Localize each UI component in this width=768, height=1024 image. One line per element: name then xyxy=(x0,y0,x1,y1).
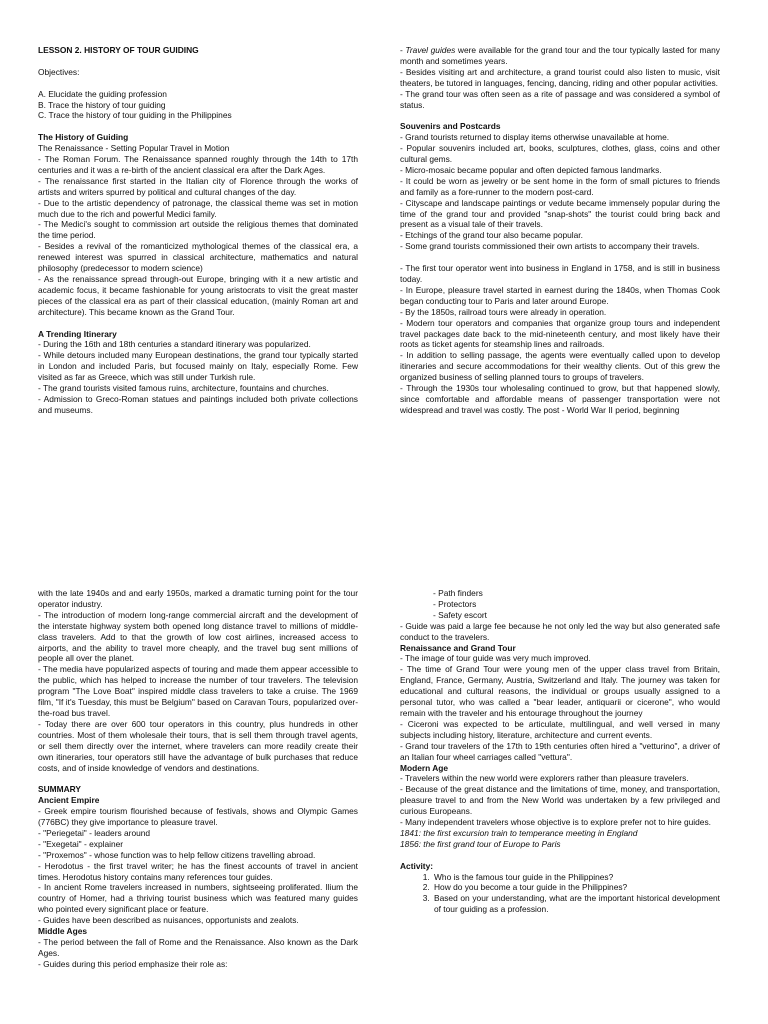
activity-heading: Activity: xyxy=(400,860,434,871)
paragraph: - While detours included many European destinations, the grand tour typically started in London and included Paris, but focused mainly on Italy, especially Rome. Few visited as far as Greece, which was still under Turkish rule. xyxy=(38,350,358,383)
paragraph: - Today there are over 600 tour operators in this country, plus hundreds in other countries. Most of them wholesale their tours, that is sell them through travel agents, or sell them directly over the internet, where travelers can more readily create their own itineraries, tour operators still have the advantage of bulk purchases that reduce costs, and of inside knowledge of vendors and destinations. xyxy=(38,718,358,773)
section-heading-history: The History of Guiding xyxy=(38,132,129,143)
page1-right-column xyxy=(400,45,720,416)
objective-item: A. Elucidate the guiding profession xyxy=(38,88,167,99)
paragraph: - Through the 1930s tour wholesaling continued to grow, but that happened slowly, since comfortable and affordable means of passenger transportation were not widespread and travel was costly. The post - World War II period, beginning xyxy=(400,383,720,415)
paragraph: - The Medici's sought to commission art outside the religious themes that dominated the time period. xyxy=(38,219,358,241)
paragraph: - Micro-mosaic became popular and often depicted famous landmarks. xyxy=(400,164,662,175)
role-item: - Safety escort xyxy=(433,609,487,620)
paragraph: - Popular souvenirs included art, books, sculptures, clothes, glass, coins and other cultural gems. xyxy=(400,143,720,165)
activity-list xyxy=(400,872,720,916)
paragraph: - The image of tour guide was very much improved. xyxy=(400,653,591,664)
travel-guides-text: were available for the grand tour and the tour typically lasted for many month and sometimes years. xyxy=(400,45,720,66)
paragraph: - The time of Grand Tour were young men of the upper class travel from Britain, England, France, Germany, Austria, Switzerland and Italy. The journey was taken for educational and cultural reasons, the individual or groups usually assigned to a personal tutor, who was called a "bear leader, antiquarii or cicerone", who would remain with the traveler and his entourage throughout the journey xyxy=(400,664,720,718)
section-subheading: The Renaissance - Setting Popular Travel in Motion xyxy=(38,143,230,154)
role-item: - Path finders xyxy=(433,588,483,598)
paragraph: - The grand tourists visited famous ruins, architecture, fountains and churches. xyxy=(38,383,329,394)
activity-item: 2. How do you become a tour guide in the Philippines? xyxy=(432,882,720,893)
paragraph: - Many independent travelers whose objective is to explore prefer not to hire guides. xyxy=(400,817,711,828)
section-heading-summary: SUMMARY xyxy=(38,784,81,795)
paragraph: - Besides a revival of the romanticized mythological themes of the classical era, a renewed interest was spurred in classical architecture, mathematics and natural philosophy (predecessor to modern science) xyxy=(38,241,358,274)
paragraph: - In Europe, pleasure travel started in earnest during the 1840s, when Thomas Cook began conducting tour to Paris and later around Europe. xyxy=(400,284,720,306)
paragraph: - The Roman Forum. The Renaissance spanned roughly through the 14th to 17th centuries and it was a re-birth of the ancient classical era after the Dark Ages. xyxy=(38,154,358,175)
paragraph: - Etchings of the grand tour also became popular. xyxy=(400,230,583,241)
activity-item: 3. Based on your understanding, what are the important historical development of tour guiding as a profession. xyxy=(432,893,720,915)
paragraph: - Guide was paid a large fee because he not only led the way but also generated safe conduct to the travelers. xyxy=(400,620,720,642)
page2-left-column xyxy=(38,588,358,970)
section-heading-ancient: Ancient Empire xyxy=(38,795,100,806)
timeline-item: 1856: the first grand tour of Europe to Paris xyxy=(400,838,561,849)
activity-item: 1. Who is the famous tour guide in the Philippines? xyxy=(432,872,720,883)
page1-left-column xyxy=(38,45,358,416)
paragraph: with the late 1940s and and early 1950s, marked a dramatic turning point for the tour operator industry. xyxy=(38,588,358,609)
objective-item: C. Trace the history of tour guiding in the Philippines xyxy=(38,110,232,121)
section-heading-renaissance: Renaissance and Grand Tour xyxy=(400,642,516,653)
section-heading-modern-age: Modern Age xyxy=(400,762,449,773)
paragraph: - By the 1850s, railroad tours were already in operation. xyxy=(400,306,607,317)
paragraph: - Cityscape and landscape paintings or vedute became immensely popular during the time of the grand tour and provided "snap-shots" the tourist could bring back and present as a visual tale of their travels. xyxy=(400,197,720,230)
page2-right-column xyxy=(400,588,720,915)
role-item: - Protectors xyxy=(433,598,477,609)
paragraph: - The media have popularized aspects of touring and made them appear accessible to the public, which has helped to increase the number of tour travelers. The television program "The Love Boat" inspired middle class travelers to take a cruise. The 1969 film, "If it's Tuesday, this must be Belgium" based on Caravan Tours, popularized over-the-road bus travel. xyxy=(38,664,358,718)
paragraph: - Guides during this period emphasize their role as: xyxy=(38,958,228,969)
paragraph: - The first tour operator went into business in England in 1758, and is still in business today. xyxy=(400,263,720,284)
paragraph: - Some grand tourists commissioned their own artists to accompany their travels. xyxy=(400,241,700,252)
paragraph: - During the 16th and 18th centuries a standard itinerary was popularized. xyxy=(38,339,311,350)
paragraph: - Because of the great distance and the limitations of time, money, and transportation, pleasure travel to and from the New World was undertaken by a few privileged and curious Europeans. xyxy=(400,784,720,817)
paragraph: - The grand tour was often seen as a rite of passage and was considered a symbol of status. xyxy=(400,88,720,110)
paragraph: - The introduction of modern long-range commercial aircraft and the development of the interstate highway system both opened long distance travel to millions of middle-class travelers. Add to that the growth of low cost airlines, increased access to airports, and the ability to travel more cheaply, and the travel bug sent millions of people all over the planet. xyxy=(38,609,358,664)
paragraph: - Besides visiting art and architecture, a grand tourist could also listen to music, visit theaters, be tutored in languages, fencing, dancing, riding and other popular activities. xyxy=(400,66,720,88)
paragraph: - Admission to Greco-Roman statues and paintings included both private collections and museums. xyxy=(38,393,358,415)
paragraph: - Herodotus - the first travel writer; he has the finest accounts of travel in ancient times. Herodotus history contains many references tour guides. xyxy=(38,860,358,882)
paragraph: - "Proxemos" - whose function was to help fellow citizens travelling abroad. xyxy=(38,849,316,860)
paragraph: - In addition to selling passage, the agents were eventually called upon to develop itineraries and secure accommodations for their wealthy clients. Out of this grew the organized business of selling planned tours to groups of travelers. xyxy=(400,350,720,383)
paragraph: - Ciceroni was expected to be articulate, multilingual, and well versed in many subjects including history, literature, architecture and current events. xyxy=(400,718,720,740)
travel-guides-term: Travel guides xyxy=(405,45,456,55)
paragraph: - Due to the artistic dependency of patronage, the classical theme was set in motion much due to the rich and powerful Medici family. xyxy=(38,197,358,219)
objective-item: B. Trace the history of tour guiding xyxy=(38,99,166,110)
section-heading-itinerary: A Trending Itinerary xyxy=(38,328,117,339)
section-heading-souvenirs: Souvenirs and Postcards xyxy=(400,121,501,132)
paragraph: - The period between the fall of Rome and the Renaissance. Also known as the Dark Ages. xyxy=(38,936,358,958)
paragraph: - Grand tour travelers of the 17th to 19th centuries often hired a "vetturino", a driver of an Italian four wheel carriages called "vettura". xyxy=(400,740,720,762)
timeline-item: 1841: the first excursion train to temperance meeting in England xyxy=(400,827,638,838)
paragraph: - The renaissance first started in the Italian city of Florence through the works of artists and writers spurred by political and cultural changes of the day. xyxy=(38,175,358,197)
paragraph: - Grand tourists returned to display items otherwise unavailable at home. xyxy=(400,132,670,143)
paragraph: - Greek empire tourism flourished because of festivals, shows and Olympic Games (776BC) they give importance to pleasure travel. xyxy=(38,806,358,828)
paragraph: - Modern tour operators and companies that organize group tours and independent travel packages date back to the mid-nineteenth century, and most likely have their roots as ticket agents for steamship lines and railroads. xyxy=(400,317,720,350)
paragraph: - In ancient Rome travelers increased in numbers, sightseeing proliferated. Ilium the country of Homer, had a thriving tourist business which was featured many guides who pointed every significant place or feature. xyxy=(38,882,358,915)
paragraph: - Travelers within the new world were explorers rather than pleasure travelers. xyxy=(400,773,689,784)
paragraph: - Guides have been described as nuisances, opportunists and zealots. xyxy=(38,915,299,926)
lesson-title: LESSON 2. HISTORY OF TOUR GUIDING xyxy=(38,45,199,55)
paragraph: - It could be worn as jewelry or be sent home in the form of small pictures to friends and family as a fore-runner to the modern post-card. xyxy=(400,175,720,197)
objectives-label: Objectives: xyxy=(38,66,80,77)
paragraph: - As the renaissance spread through-out Europe, bringing with it a new artistic and academic focus, it became fashionable for young aristocrats to visit the great master pieces of the classical era as part of their classical education, (mainly Roman art and architecture). This became known as the Grand Tour. xyxy=(38,273,358,317)
section-heading-middle-ages: Middle Ages xyxy=(38,926,88,937)
paragraph: - "Periegetai" - leaders around xyxy=(38,827,151,838)
paragraph: - Travel guides were available for the grand tour and the tour typically lasted for many month and sometimes years. xyxy=(400,45,720,66)
paragraph: - "Exegetai" - explainer xyxy=(38,838,124,849)
